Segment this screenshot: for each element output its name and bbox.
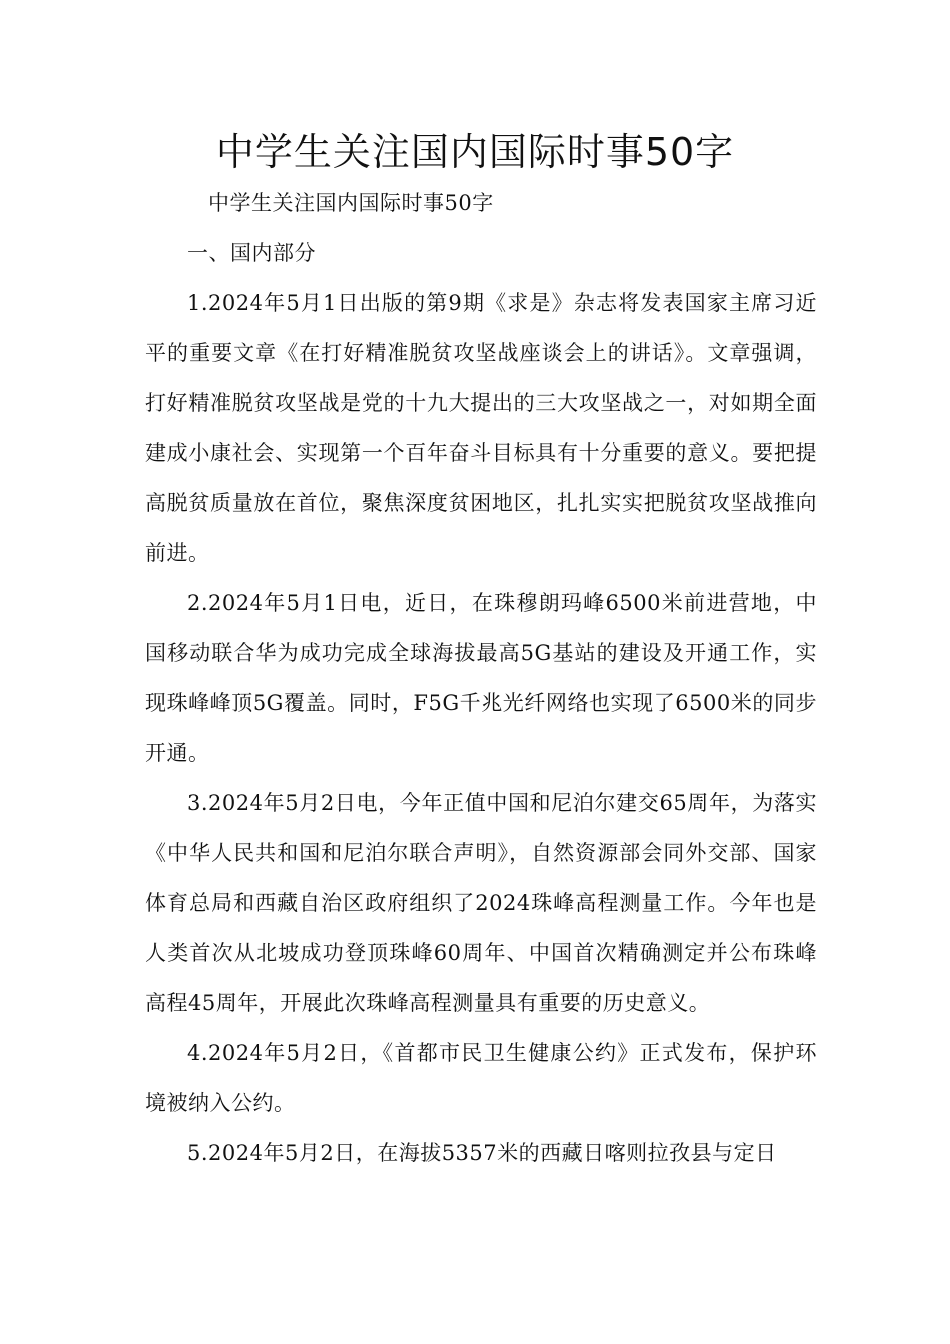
news-item-1: 1.2024年5月1日出版的第9期《求是》杂志将发表国家主席习近平的重要文章《在打好精准脱贫攻坚战座谈会上的讲话》。文章强调，打好精准脱贫攻坚战是党的十九大提出的三大攻坚战之一，对如期全面建成小康社会、实现第一个百年奋斗目标具有十分重要的意义。要把提高脱贫质量放在首位，聚焦深度贫困地区，扎扎实实把脱贫攻坚战推向前进。 [145,291,817,565]
document-subtitle: 中学生关注国内国际时事50字 [208,191,494,215]
news-item-4: 4.2024年5月2日，《首都市民卫生健康公约》正式发布，保护环境被纳入公约。 [145,1041,817,1115]
news-item-3: 3.2024年5月2日电，今年正值中国和尼泊尔建交65周年，为落实《中华人民共和国和尼泊尔联合声明》，自然资源部会同外交部、国家体育总局和西藏自治区政府组织了2024珠峰高程测量工作。今年也是人类首次从北坡成功登顶珠峰60周年、中国首次精确测定并公布珠峰高程45周年，开展此次珠峰高程测量具有重要的历史意义。 [145,791,817,1015]
news-item-2: 2.2024年5月1日电，近日，在珠穆朗玛峰6500米前进营地，中国移动联合华为成功完成全球海拔最高5G基站的建设及开通工作，实现珠峰峰顶5G覆盖。同时，F5G千兆光纤网络也实现了6500米的同步开通。 [145,591,817,765]
news-item-5: 5.2024年5月2日，在海拔5357米的西藏日喀则拉孜县与定日 [187,1141,777,1165]
document-body [145,178,817,1178]
section-heading: 一、国内部分 [187,241,316,265]
document-title: 中学生关注国内国际时事50字 [215,130,735,174]
